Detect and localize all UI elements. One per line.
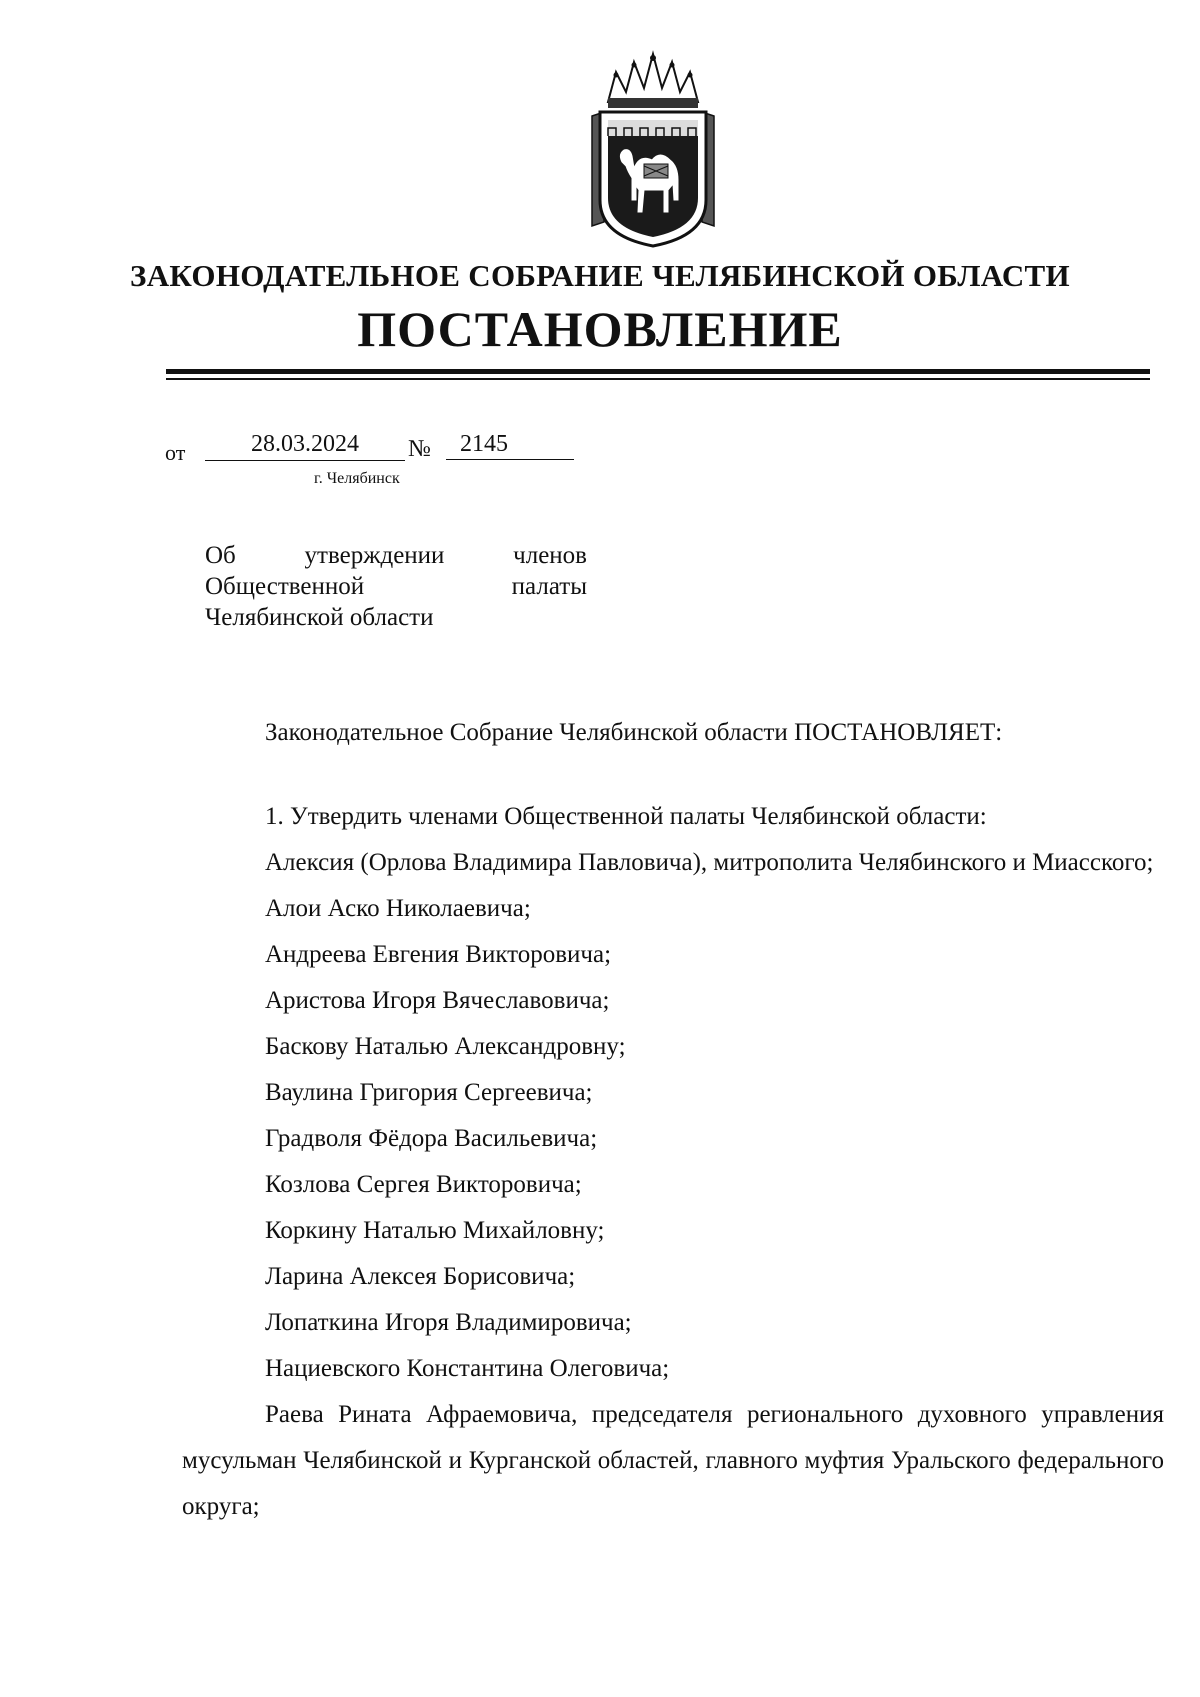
preamble: Законодательное Собрание Челябинской области ПОСТАНОВЛЯЕТ: — [265, 719, 1003, 746]
member-list — [182, 840, 1164, 1530]
header-divider-thin — [166, 378, 1150, 380]
document-number: 2145 — [446, 428, 574, 460]
list-item: Градволя Фёдора Васильевича; — [265, 1125, 598, 1152]
organization-title: ЗАКОНОДАТЕЛЬНОЕ СОБРАНИЕ ЧЕЛЯБИНСКОЙ ОБЛАСТИ — [130, 258, 1070, 293]
list-item: Лопаткина Игоря Владимировича; — [265, 1309, 632, 1336]
clause-1: 1. Утвердить членами Общественной палаты Челябинской области: — [265, 803, 987, 830]
date-prefix: от — [165, 440, 186, 465]
list-item: Коркину Наталью Михайловну; — [265, 1217, 605, 1244]
list-item: Алои Аско Николаевича; — [265, 895, 531, 922]
chelyabinsk-coat-of-arms-icon — [578, 50, 728, 250]
number-sign: № — [408, 436, 431, 462]
document-city: г. Челябинск — [314, 470, 400, 487]
document-subject: Об утверждении членов Общественной палаты Челябинской области — [205, 542, 587, 631]
list-item: Ваулина Григория Сергеевича; — [265, 1079, 593, 1106]
list-item: Аристова Игоря Вячеславовича; — [265, 987, 610, 1014]
list-item: Баскову Наталью Александровну; — [265, 1033, 626, 1060]
list-item: Андреева Евгения Викторовича; — [265, 941, 612, 968]
list-item: Нациевского Константина Олеговича; — [265, 1355, 670, 1382]
list-item: Козлова Сергея Викторовича; — [265, 1171, 582, 1198]
header-divider-thick — [166, 369, 1150, 374]
document-date: 28.03.2024 — [205, 428, 405, 461]
document-type-title: ПОСТАНОВЛЕНИЕ — [357, 301, 843, 357]
list-item: Алексия (Орлова Владимира Павловича), митрополита Челябинского и Миасского; — [265, 849, 1154, 876]
document-body — [182, 710, 1164, 1530]
list-item: Ларина Алексея Борисовича; — [265, 1263, 576, 1290]
list-item: Раева Рината Афраемовича, председателя регионального духовного управления мусульман Челябинской и Курганской областей, главного муфтия Уральского федерального округа; — [182, 1401, 1164, 1520]
